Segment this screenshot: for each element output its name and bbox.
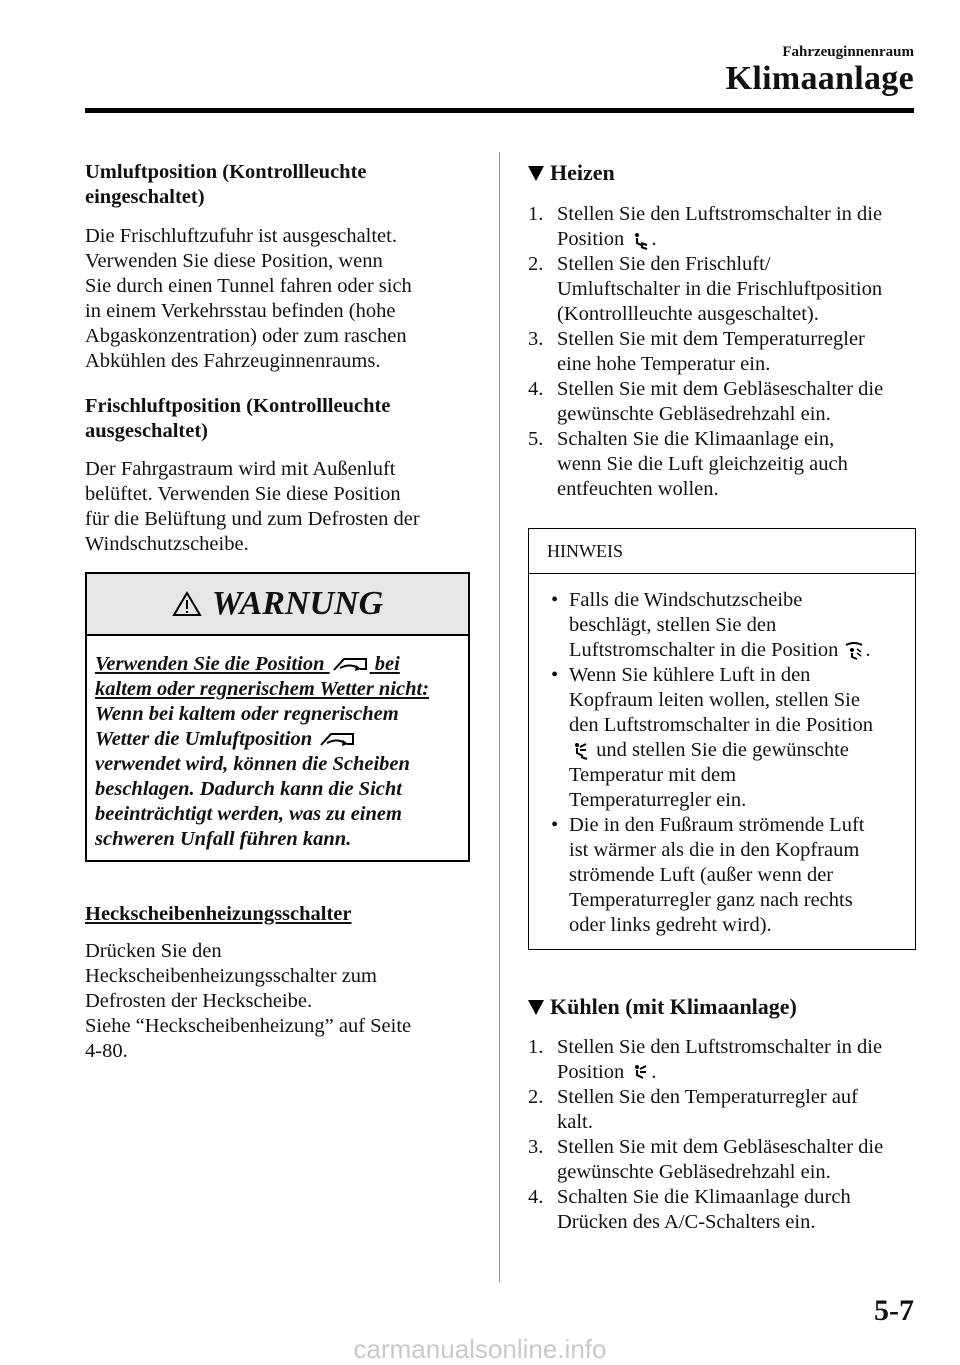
list-item: • Wenn Sie kühlere Luft in den Kopfraum leiten wollen, stellen Sie den Luftstromschalter in die Position und stellen Sie die gewünschte Temperatur mit dem Temperaturregler ein. bbox=[551, 664, 874, 811]
recirculation-icon bbox=[317, 730, 357, 750]
list-item: 4. Stellen Sie mit dem Gebläseschalter die gewünschte Gebläsedrehzahl ein. bbox=[528, 378, 884, 425]
header-rule bbox=[85, 108, 914, 113]
triangle-bullet-icon bbox=[528, 1000, 544, 1015]
heizen-heading: Heizen bbox=[528, 160, 916, 186]
bilevel-airflow-icon bbox=[569, 741, 591, 761]
list-item: • Die in den Fußraum strömende Luft ist wärmer als die in den Kopfraum strömende Luft (außer wenn der Temperaturregler ganz nach rechts oder links gedreht wird). bbox=[551, 814, 865, 936]
list-item: 3. Stellen Sie mit dem Gebläseschalter die gewünschte Gebläsedrehzahl ein. bbox=[528, 1136, 884, 1183]
list-item: 3. Stellen Sie mit dem Temperaturregler eine hohe Temperatur ein. bbox=[528, 328, 865, 375]
floor-airflow-icon bbox=[629, 230, 651, 250]
list-item: 4. Schalten Sie die Klimaanlage durch Drücken des A/C-Schalters ein. bbox=[528, 1186, 851, 1233]
list-item: 1. Stellen Sie den Luftstromschalter in die Position . bbox=[528, 203, 883, 250]
triangle-bullet-icon bbox=[528, 166, 544, 181]
list-item: 2. Stellen Sie den Frischluft/ Umluftschalter in die Frischluftposition (Kontrollleuchte ausgeschaltet). bbox=[528, 253, 883, 325]
kuehlen-heading: Kühlen (mit Klimaanlage) bbox=[528, 994, 916, 1020]
list-item: 2. Stellen Sie den Temperaturregler auf kalt. bbox=[528, 1086, 859, 1133]
umluft-text: Die Frischluftzufuhr ist ausgeschaltet. Verwenden Sie diese Position, wenn Sie durch einen Tunnel fahren oder sich in einem Verkehrsstau befinden (hohe Abgaskonzentration) oder zum raschen Abkühlen des Fahrzeuginnenraums. bbox=[85, 225, 412, 372]
note-box bbox=[528, 528, 916, 950]
section-name: Fahrzeuginnenraum bbox=[782, 44, 914, 60]
note-title: HINWEIS bbox=[529, 529, 915, 574]
warning-header bbox=[87, 574, 468, 636]
page-title: Klimaanlage bbox=[725, 60, 914, 97]
column-divider bbox=[499, 152, 500, 1282]
warning-body: Verwenden Sie die Position bei kaltem oder regnerischem Wetter nicht: Wenn bei kaltem oder regnerischem Wetter die Umluftposition verwendet wird, können die Scheiben beschlagen. Dadurch kann die Sicht beeinträchtigt werden, was zu einem schweren Unfall führen kann. bbox=[95, 653, 430, 850]
page-number: 5-7 bbox=[874, 1294, 914, 1327]
umluft-heading: Umluftposition (Kontrollleuchte eingeschaltet) bbox=[85, 161, 367, 208]
list-item: 1. Stellen Sie den Luftstromschalter in die Position . bbox=[528, 1036, 883, 1083]
list-item: 5. Schalten Sie die Klimaanlage ein, wenn Sie die Luft gleichzeitig auch entfeuchten wollen. bbox=[528, 428, 848, 500]
warning-box bbox=[85, 572, 470, 862]
face-airflow-icon bbox=[629, 1063, 651, 1083]
warning-title: WARNUNG bbox=[211, 585, 384, 622]
note-body bbox=[529, 574, 915, 938]
footer-watermark[interactable]: carmanualsonline.info bbox=[353, 1334, 607, 1364]
warning-triangle-icon bbox=[172, 591, 202, 617]
heizen-steps bbox=[528, 202, 916, 502]
frisch-text: Der Fahrgastraum wird mit Außenluft belüftet. Verwenden Sie diese Position für die Belüftung und zum Defrosten der Windschutzscheibe. bbox=[85, 458, 420, 555]
kuehlen-steps bbox=[528, 1035, 916, 1235]
frisch-heading: Frischluftposition (Kontrollleuchte ausgeschaltet) bbox=[85, 395, 391, 442]
recirculation-icon bbox=[330, 655, 370, 675]
heck-text: Drücken Sie den Heckscheibenheizungsschalter zum Defrosten der Heckscheibe. Siehe “Heckscheibenheizung” auf Seite 4-80. bbox=[85, 940, 412, 1062]
defrost-airflow-icon bbox=[843, 641, 865, 661]
heck-heading: Heckscheibenheizungsschalter bbox=[85, 903, 352, 925]
list-item: • Falls die Windschutzscheibe beschlägt, stellen Sie den Luftstromschalter in die Position . bbox=[551, 589, 871, 661]
